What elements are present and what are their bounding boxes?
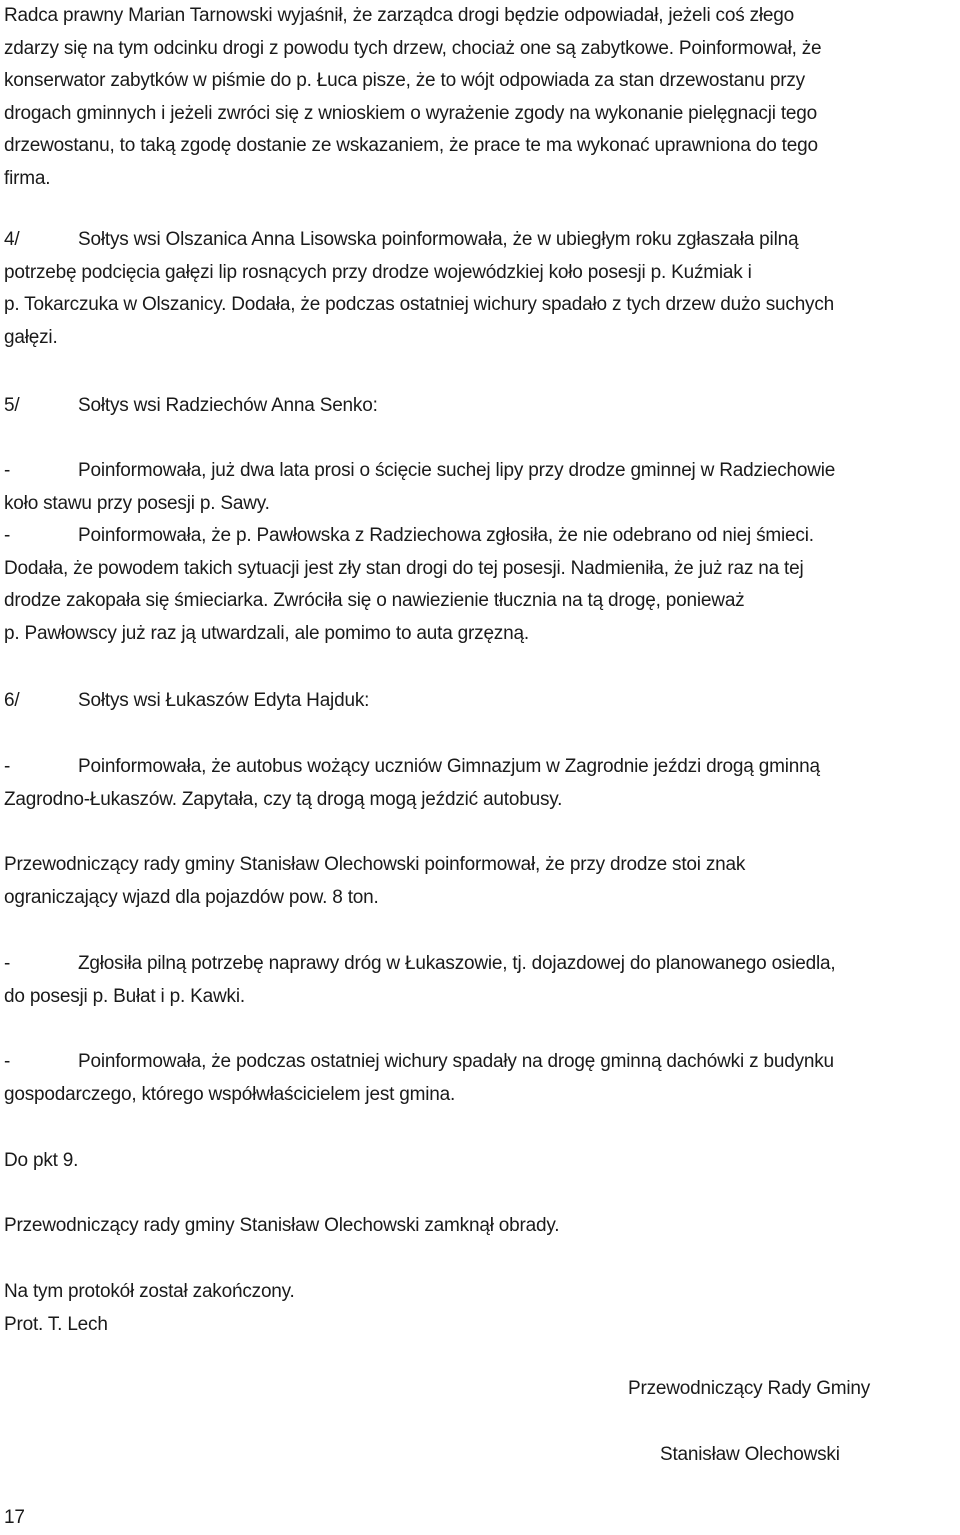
text-line: konserwator zabytków w piśmie do p. Łuca pisze, że to wójt odpowiada za stan drzewostanu przy [4,70,805,91]
dash-marker: - [4,460,11,481]
protocol-end [4,1276,960,1341]
closing-statement [4,1210,960,1243]
section-heading: Sołtys wsi Radziechów Anna Senko: [78,395,378,416]
text-line: Zagrodno-Łukaszów. Zapytała, czy tą drogą mogą jeździć autobusy. [4,788,563,810]
text-line: p. Tokarczuka w Olszanicy. Dodała, że podczas ostatniej wichury spadało z tych drzew dużo suchych [4,294,835,315]
signature-title: Przewodniczący Rady Gminy [628,1378,871,1399]
text-line: koło stawu przy posesji p. Sawy. [4,492,270,514]
text-line: Na tym protokół został zakończony. [4,1281,295,1302]
text-line: firma. [4,167,51,189]
text-line: Przewodniczący rady gminy Stanisław Olechowski zamknął obrady. [4,1215,560,1236]
text-line: Dodała, że powodem takich sytuacji jest zły stan drogi do tej posesji. Nadmieniła, że już raz na tej [4,557,804,579]
page-number: 17 [4,1507,25,1528]
text-line: potrzebę podcięcia gałęzi lip rosnących przy drodze wojewódzkiej koło posesji p. Kuźmiak i [4,261,752,283]
text-line: Sołtys wsi Olszanica Anna Lisowska poinformowała, że w ubiegłym roku zgłaszała pilną [78,229,799,250]
text-line: Przewodniczący rady gminy Stanisław Olechowski poinformował, że przy drodze stoi znak [4,854,746,875]
text-line: ograniczający wjazd dla pojazdów pow. 8 ton. [4,886,379,908]
text-line: drogach gminnych i jeżeli zwróci się z wnioskiem o wyrażenie zgody na wykonanie pielęgnacji tego [4,102,817,124]
section-number: 4/ [4,229,20,250]
text-line: Prot. T. Lech [4,1313,108,1335]
text-line: zdarzy się na tym odcinku drogi z powodu tych drzew, chociaż one są zabytkowe. Poinformował, że [4,37,822,59]
signature-name: Stanisław Olechowski [660,1444,840,1465]
text-line: do posesji p. Bułat i p. Kawki. [4,985,245,1007]
text-line: Poinformowała, że autobus wożący uczniów Gimnazjum w Zagrodnie jeździ drogą gminną [78,756,820,777]
text-line: Poinformowała, że podczas ostatniej wichury spadały na drogę gminną dachówki z budynku [78,1051,834,1072]
dash-marker: - [4,525,11,546]
text-line: drzewostanu, to taką zgodę dostanie ze wskazaniem, że prace te ma wykonać uprawniona do tego [4,135,818,156]
dash-marker: - [4,953,11,974]
dash-marker: - [4,756,11,777]
point-roof-tiles [4,1046,960,1111]
text-line: Poinformowała, już dwa lata prosi o ścięcie suchej lipy przy drodze gminnej w Radziechowie [78,460,836,481]
section-heading: Sołtys wsi Łukaszów Edyta Hajduk: [78,690,370,711]
paragraph-tarnowski [4,0,960,195]
agenda-point [4,1145,960,1178]
section-4 [4,224,960,354]
section-number: 6/ [4,690,20,711]
section-5 [4,390,960,423]
text-line: drodze zakopała się śmieciarka. Zwróciła się o nawiezienie tłucznia na tą drogę, ponieważ [4,590,745,611]
text-line: gałęzi. [4,326,58,348]
section-6 [4,685,960,718]
dash-marker: - [4,1051,11,1072]
text-line: p. Pawłowscy już raz ją utwardzali, ale pomimo to auta grzęzną. [4,622,529,644]
section-6-point-a [4,751,960,816]
section-5-point-b [4,520,960,650]
text-line: Zgłosiła pilną potrzebę naprawy dróg w Łukaszowie, tj. dojazdowej do planowanego osiedla, [78,953,836,974]
text-line: Do pkt 9. [4,1150,79,1171]
section-number: 5/ [4,395,20,416]
section-5-point-a [4,455,960,520]
text-line: gospodarczego, którego współwłaścicielem jest gmina. [4,1083,456,1105]
text-line: Radca prawny Marian Tarnowski wyjaśnił, że zarządca drogi będzie odpowiadał, jeżeli coś złego [4,5,795,26]
point-roads [4,948,960,1013]
text-line: Poinformowała, że p. Pawłowska z Radziechowa zgłosiła, że nie odebrano od niej śmieci. [78,525,814,546]
paragraph-olechowski-sign [4,849,960,914]
